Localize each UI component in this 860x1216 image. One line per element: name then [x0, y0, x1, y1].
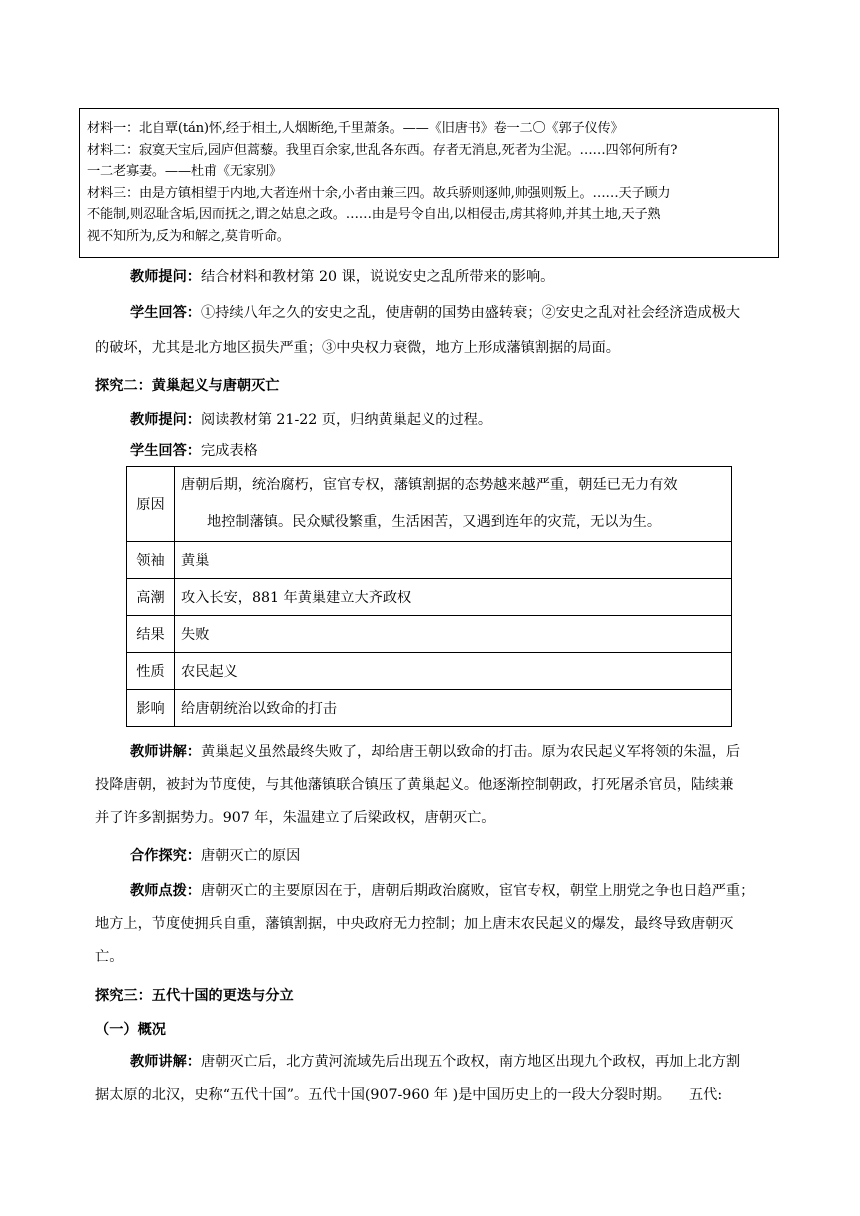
explanation-text: 唐朝灭亡后，北方黄河流域先后出现五个政权，南方地区出现九个政权，再加上北方割	[200, 1054, 741, 1070]
question-text: 阅读教材第 21-22 页，归纳黄巢起义的过程。	[200, 412, 493, 428]
table-value	[175, 467, 732, 542]
table-key: 原因	[127, 467, 175, 542]
section-heading-2: 探究二：黄巢起义与唐朝灭亡	[95, 378, 280, 394]
materials-box	[79, 108, 779, 258]
teacher-explanation-2-line2: 据太原的北汉，史称“五代十国”。五代十国(907-960 年 )是中国历史上的一段大分裂时期。 五代:	[95, 1087, 723, 1103]
table-value-line1: 唐朝后期，统治腐朽，宦官专权，藩镇割据的态势越来越严重，朝廷已无力有效	[181, 477, 678, 493]
huangchao-table	[126, 466, 732, 727]
explanation-text: 黄巢起义虽然最终失败了，却给唐王朝以致命的打击。原为农民起义军将领的朱温，后	[200, 744, 741, 760]
table-value: 失败	[175, 616, 732, 653]
explanation-label: 教师讲解：	[130, 744, 201, 760]
table-value: 农民起义	[175, 653, 732, 690]
teacher-question-2	[130, 410, 830, 431]
tip-label: 教师点拨：	[130, 883, 201, 899]
student-answer-1-line1	[130, 303, 830, 324]
answer-text: ①持续八年之久的安史之乱，使唐朝的国势由盛转衰；②安史之乱对社会经济造成极大	[200, 305, 741, 321]
material-line: 材料一：北自覃(tán)怀,经于相土,人烟断绝,千里萧条。——《旧唐书》卷一二〇《郭子仪传》	[87, 121, 624, 136]
teacher-tip-line1	[130, 881, 830, 902]
table-value: 攻入长安，881 年黄巢建立大齐政权	[175, 579, 732, 616]
table-key: 高潮	[127, 579, 175, 616]
material-line: 视不知所为,反为和解之,莫肯听命。	[87, 228, 290, 244]
teacher-explanation-1-line3: 并了许多割据势力。907 年，朱温建立了后梁政权，唐朝灭亡。	[95, 810, 496, 826]
cooperative-inquiry	[130, 846, 830, 867]
material-line: 不能制,则忍耻含垢,因而抚之,谓之姑息之政。……由是号令自出,以相侵击,虏其将帅,并其土地,天子熟	[87, 207, 661, 222]
table-value: 给唐朝统治以致命的打击	[175, 690, 732, 727]
question-text: 结合材料和教材第 20 课，说说安史之乱所带来的影响。	[200, 269, 555, 285]
table-key: 影响	[127, 690, 175, 727]
table-key: 性质	[127, 653, 175, 690]
table-key: 结果	[127, 616, 175, 653]
teacher-explanation-2-line1	[130, 1052, 830, 1073]
teacher-explanation-1-line2: 投降唐朝，被封为节度使，与其他藩镇联合镇压了黄巢起义。他逐渐控制朝政，打死屠杀官员，陆续兼	[95, 777, 734, 793]
answer-label: 学生回答：	[130, 443, 201, 459]
table-value-line2: 地控制藩镇。民众赋役繁重，生活困苦，又遇到连年的灾荒，无以为生。	[207, 514, 662, 530]
table-key: 领袖	[127, 542, 175, 579]
teacher-question-1	[130, 267, 830, 288]
table-row	[127, 542, 732, 579]
inquiry-label: 合作探究：	[130, 848, 201, 864]
answer-label: 学生回答：	[130, 305, 201, 321]
question-label: 教师提问：	[130, 412, 201, 428]
table-row	[127, 467, 732, 542]
table-row	[127, 690, 732, 727]
tip-text: 唐朝灭亡的主要原因在于，唐朝后期政治腐败，宦官专权，朝堂上朋党之争也日趋严重；	[200, 883, 755, 899]
student-answer-1-line2: 的破坏，尤其是北方地区损失严重；③中央权力衰微，地方上形成藩镇割据的局面。	[95, 340, 620, 356]
inquiry-text: 唐朝灭亡的原因	[200, 848, 301, 864]
table-value: 黄巢	[175, 542, 732, 579]
table-row	[127, 653, 732, 690]
teacher-tip-line2: 地方上，节度使拥兵自重，藩镇割据，中央政府无力控制；加上唐末农民起义的爆发，最终导致唐朝灭	[95, 916, 734, 932]
teacher-explanation-1-line1	[130, 742, 830, 763]
teacher-tip-line3: 亡。	[95, 949, 124, 965]
material-line: 材料二：寂寞天宝后,园庐但蒿藜。我里百余家,世乱各东西。存者无消息,死者为尘泥。……四邻何所有?	[87, 142, 678, 158]
subsection-heading: （一）概况	[95, 1022, 166, 1038]
question-label: 教师提问：	[130, 269, 201, 285]
student-answer-2	[130, 441, 830, 462]
table-row	[127, 616, 732, 653]
table-row	[127, 579, 732, 616]
explanation-label: 教师讲解：	[130, 1054, 201, 1070]
material-line: 材料三：由是方镇相望于内地,大者连州十余,小者由兼三四。故兵骄则逐帅,帅强则叛上。……天子顾力	[87, 185, 671, 201]
section-heading-3: 探究三：五代十国的更迭与分立	[95, 988, 294, 1004]
answer-text: 完成表格	[200, 443, 258, 459]
material-line: 一二老寡妻。——杜甫《无家别》	[87, 164, 282, 179]
